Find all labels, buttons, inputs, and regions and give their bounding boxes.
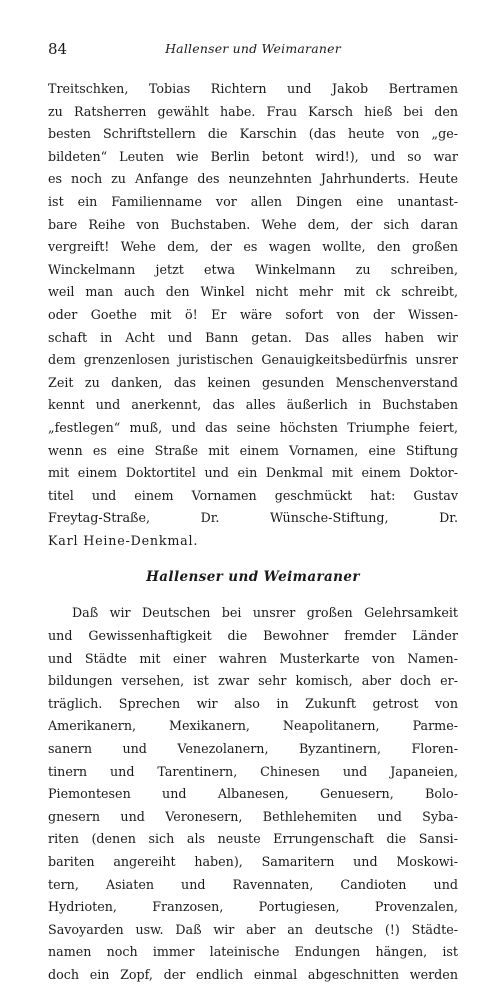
text-line: ist ein Familienname vor allen Dingen eine unantast- xyxy=(48,193,458,209)
text-line: namen noch immer lateinische Endungen hängen, ist xyxy=(48,944,458,960)
text-line: bariten angereiht haben), Samaritern und Moskowi- xyxy=(48,854,458,869)
section-heading: Hallenser und Weimaraner xyxy=(146,569,360,586)
text-line: Hydrioten, Franzosen, Portugiesen, Provenzalen, xyxy=(48,899,458,915)
text-line: tern, Asiaten und Ravennaten, Candioten und xyxy=(48,876,458,892)
text-line: Amerikanern, Mexikanern, Neapolitanern, Parme- xyxy=(48,718,458,734)
text-line: Piemontesen und Albanesen, Genuesern, Bolo- xyxy=(48,786,458,802)
text-line: besten Schriftstellern die Karschin (das heute von „ge- xyxy=(48,126,458,142)
running-head: Hallenser und Weimaraner xyxy=(165,41,341,56)
page-number: 84 xyxy=(48,40,68,58)
text-line: und Gewissenhaftigkeit die Bewohner fremder Länder xyxy=(48,628,458,644)
text-line: Savoyarden usw. Daß wir aber an deutsche (!) Städte- xyxy=(48,921,458,937)
text-line: Karl Heine-Denkmal. xyxy=(48,532,199,548)
text-line: Freytag-Straße, Dr. Wünsche-Stiftung, Dr. xyxy=(48,510,458,526)
text-line: bildeten“ Leuten wie Berlin betont wird!), und so war xyxy=(48,148,458,164)
text-line: bare Reihe von Buchstaben. Wehe dem, der sich daran xyxy=(48,216,458,232)
text-line: Treitschken, Tobias Richtern und Jakob Bertramen xyxy=(48,81,458,96)
text-line: titel und einem Vornamen geschmückt hat: Gustav xyxy=(48,487,458,503)
text-line: mit einem Doktortitel und ein Denkmal mit einem Doktor- xyxy=(48,465,458,481)
text-line: träglich. Sprechen wir also in Zukunft getrost von xyxy=(48,695,458,711)
page-header xyxy=(48,40,458,60)
text-line: vergreift! Wehe dem, der es wagen wollte, den großen xyxy=(48,239,458,255)
text-line: Winckelmann jetzt etwa Winkelmann zu schreiben, xyxy=(48,261,458,277)
text-line: doch ein Zopf, der endlich einmal abgeschnitten werden xyxy=(48,966,458,982)
body-text xyxy=(48,78,458,987)
text-line: zu Ratsherren gewählt habe. Frau Karsch hieß bei den xyxy=(48,103,458,119)
paragraph-1 xyxy=(48,78,458,552)
text-line: gnesern und Veronesern, Bethlehemiten und Syba- xyxy=(48,808,458,824)
text-line: bildungen versehen, ist zwar sehr komisch, aber doch er- xyxy=(48,673,458,689)
text-line: Zeit zu danken, das keinen gesunden Menschenverstand xyxy=(48,374,458,390)
text-line: dem grenzenlosen juristischen Genauigkeitsbedürfnis unsrer xyxy=(48,352,458,368)
text-line: kennt und anerkennt, das alles äußerlich in Buchstaben xyxy=(48,397,458,413)
text-line: wenn es eine Straße mit einem Vornamen, eine Stiftung xyxy=(48,442,458,458)
text-line: und Städte mit einer wahren Musterkarte von Namen- xyxy=(48,650,458,666)
text-line: riten (denen sich als neuste Errungenschaft die Sansi- xyxy=(48,831,458,847)
paragraph-2 xyxy=(48,602,458,986)
text-line: oder Goethe mit ö! Er wäre sofort von der Wissen- xyxy=(48,306,458,322)
text-line: „festlegen“ muß, und das seine höchsten Triumphe feiert, xyxy=(48,419,458,435)
text-line: es noch zu Anfange des neunzehnten Jahrhunderts. Heute xyxy=(48,171,458,187)
text-line: schaft in Acht und Bann getan. Das alles haben wir xyxy=(48,329,458,345)
text-line: weil man auch den Winkel nicht mehr mit ck schreibt, xyxy=(48,284,458,300)
text-line: Daß wir Deutschen bei unsrer großen Gelehrsamkeit xyxy=(72,605,458,621)
text-line: tinern und Tarentinern, Chinesen und Japaneien, xyxy=(48,763,458,779)
text-line: sanern und Venezolanern, Byzantinern, Floren- xyxy=(48,741,458,757)
